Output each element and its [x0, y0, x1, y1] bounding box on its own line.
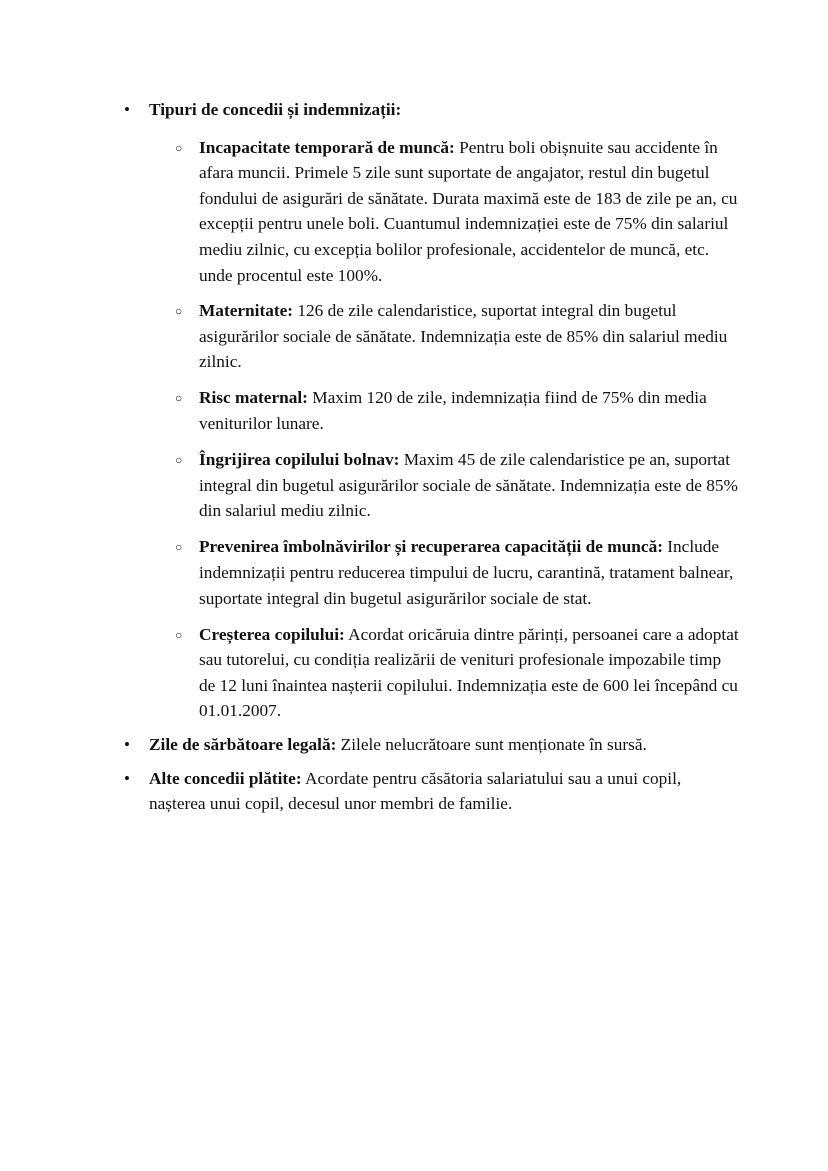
sub-item-child-raising	[175, 622, 739, 724]
bullet-icon: •	[124, 735, 130, 755]
sub-item-text: 126 de zile calendaristice, suportat integral din bugetul asigurărilor sociale de sănătate. Indemnizația este de 85% din salariul mediu zilnic.	[199, 301, 728, 372]
bullet-icon: •	[124, 768, 130, 788]
sub-item-title: Îngrijirea copilului bolnav:	[199, 450, 400, 470]
sub-item-sick-child-care	[175, 447, 739, 524]
circle-bullet-icon: ○	[175, 627, 183, 642]
sub-item-illness-prevention	[175, 534, 739, 611]
item-text: Acordate pentru căsătoria salariatului sau a unui copil, nașterea unui copil, decesul unor membri de familie.	[149, 768, 682, 814]
circle-bullet-icon: ○	[175, 140, 183, 155]
circle-bullet-icon: ○	[175, 304, 183, 319]
bullet-icon: •	[124, 100, 130, 119]
item-title: Alte concedii plătite:	[149, 768, 302, 788]
sub-item-text: Include indemnizații pentru reducerea timpului de lucru, carantină, tratament balnear, suportate integral din bugetul asigurărilor sociale de stat.	[199, 537, 734, 608]
sub-item-text: Pentru boli obișnuite sau accidente în afara muncii. Primele 5 zile sunt suportate de angajator, restul din bugetul fondului de asigurări de sănătate. Durata maximă este de 183 de zile pe an, cu excepții pentru unele boli. Cuantumul indemnizației este de 75% din salariul mediu zilnic, cu excepția bolilor profesionale, accidentelor de muncă, etc. unde procentul este 100%.	[199, 137, 738, 285]
list-item-other-paid-leave	[124, 766, 739, 817]
circle-bullet-icon: ○	[175, 453, 183, 468]
sub-item-title: Risc maternal:	[199, 388, 308, 408]
list-item-legal-holidays	[124, 732, 739, 758]
sub-item-text: Acordat oricăruia dintre părinți, persoanei care a adoptat sau tutorelui, cu condiția realizării de venituri profesionale impozabile timp de 12 luni înaintea nașterii copilului. Indemnizația este de 600 lei începând cu 01.01.2007.	[199, 624, 739, 721]
item-title: Tipuri de concedii și indemnizații:	[149, 100, 402, 119]
sub-item-maternal-risk	[175, 385, 739, 436]
sub-bullet-list	[175, 135, 739, 724]
sub-item-temporary-incapacity	[175, 135, 739, 289]
sub-item-title: Creșterea copilului:	[199, 624, 345, 644]
sub-item-title: Prevenirea îmbolnăvirilor și recuperarea capacității de muncă:	[199, 537, 663, 557]
sub-item-title: Incapacitate temporară de muncă:	[199, 137, 455, 157]
item-title: Zile de sărbătoare legală:	[149, 735, 337, 755]
bullet-list	[124, 97, 739, 825]
sub-item-maternity	[175, 298, 739, 375]
item-text: Zilele nelucrătoare sunt menționate în sursă.	[336, 735, 647, 755]
sub-item-text: Maxim 120 de zile, indemnizația fiind de 75% din media veniturilor lunare.	[199, 388, 707, 434]
sub-item-title: Maternitate:	[199, 301, 294, 321]
circle-bullet-icon: ○	[175, 391, 183, 406]
list-item-leave-types	[124, 97, 739, 724]
circle-bullet-icon: ○	[175, 540, 183, 555]
sub-item-text: Maxim 45 de zile calendaristice pe an, suportat integral din bugetul asigurărilor sociale de sănătate. Indemnizația este de 85% din salariul mediu zilnic.	[199, 450, 738, 521]
